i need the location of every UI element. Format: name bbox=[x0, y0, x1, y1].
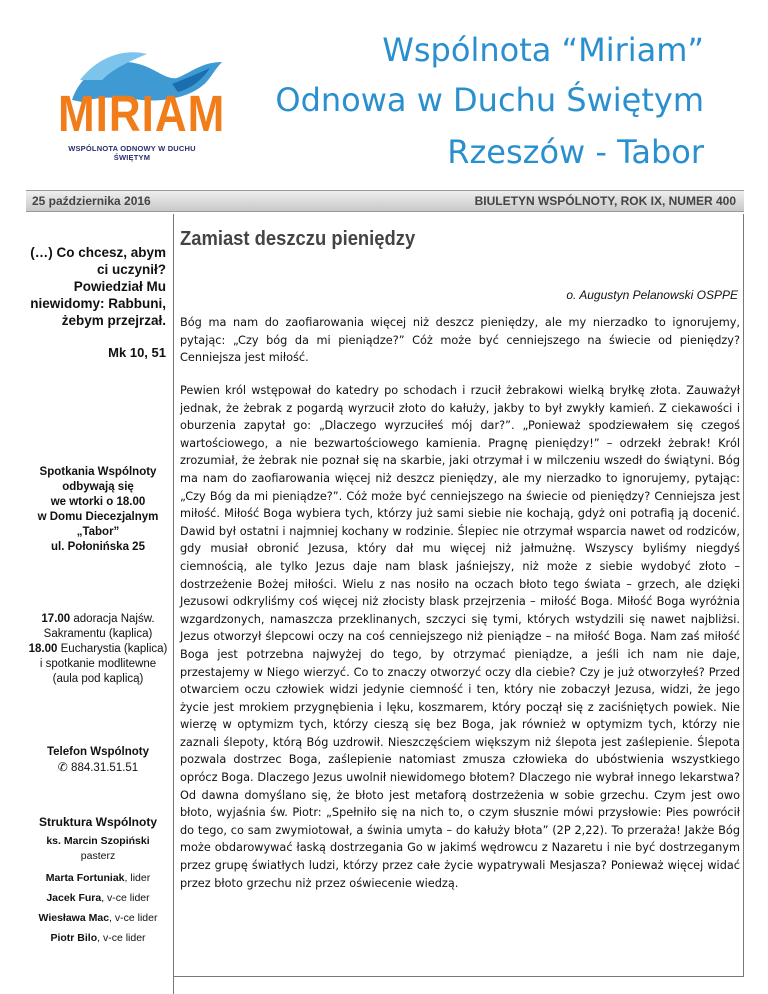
member-name: Marta Fortuniak bbox=[45, 872, 125, 884]
phone-icon: ✆ bbox=[57, 760, 68, 774]
phone-heading: Telefon Wspólnoty bbox=[46, 746, 149, 758]
schedule-text: adoracja Najśw. Sakramentu (kaplica) bbox=[43, 613, 155, 640]
info-bar bbox=[26, 190, 744, 212]
meetings-line: ul. Połonińska 25 bbox=[51, 541, 145, 553]
title-line-2: Odnowa w Duchu Świętym bbox=[275, 81, 704, 119]
article-author: o. Augustyn Pelanowski OSPPE bbox=[566, 288, 738, 302]
meetings-info bbox=[26, 465, 170, 555]
sidebar-quote: (…) Co chcesz, abym ci uczynił? Powiedział Mu niewidomy: Rabbuni, żebym przejrzał. bbox=[30, 245, 166, 328]
title-line-3: Rzeszów - Tabor bbox=[447, 133, 704, 171]
member-name: ks. Marcin Szopiński bbox=[46, 835, 150, 847]
meetings-line: Spotkania Wspólnoty bbox=[39, 466, 157, 478]
member-role: , v-ce lider bbox=[101, 892, 150, 904]
issue-date: 25 października 2016 bbox=[32, 194, 151, 208]
column-divider bbox=[173, 214, 174, 994]
frame-right bbox=[743, 214, 744, 977]
miriam-logo bbox=[52, 40, 242, 180]
meetings-line: „Tabor” bbox=[76, 526, 120, 538]
schedule-time: 18.00 bbox=[28, 643, 58, 655]
member-role: , lider bbox=[124, 872, 151, 884]
phone-number: 884.31.51.51 bbox=[71, 762, 139, 774]
member-name: Jacek Fura bbox=[46, 892, 102, 904]
title-line-1: Wspólnota “Miriam” bbox=[382, 31, 704, 69]
member-role: , v-ce lider bbox=[109, 912, 158, 924]
phone-info bbox=[26, 745, 170, 776]
logo-subtitle: WSPÓLNOTA ODNOWY W DUCHU ŚWIĘTYM bbox=[68, 144, 196, 162]
article-paragraph: Pewien król wstępował do katedry po schodach i rzucił żebrakowi wielką bryłkę złota. Zauważył jednak, że żebrak z pogardą wyrzucił złoto do kałuży, jakby to był zwykły kamień. Z ciekawości i oburzenia zapytał go: „Dlaczego wyrzuciłeś mój dar?”. „Ponieważ spodziewałem się czegoś wartościowego, a nie bezwartościowego kamienia. Pragnę pieniędzy!” – odrzekł żebrak! Król zrozumiał, że żebrak nie poznał się na skarbie, jaki otrzymał i w milczeniu wszedł do świątyni. Bóg ma nam do zaofiarowania więcej niż deszcz pieniędzy, ale my nierzadko to ignorujemy, pytając: „Czy Bóg da mi pieniądze?”. Cóż może być cenniejszego na świecie od pieniędzy? Cenniejsza jest miłość. Miłość Boga wybiera tych, którzy już sami siebie nie kochają, gdyż oni potrafią ją docenić. Dawid był ostatni i najmniej kochany w rodzinie. Ślepiec nie otrzymał wsparcia nawet od rodziców, gdy musiał obronić Jezusa, który dał mu więcej niż jałmużnę. Wszyscy byliśmy niegdyś ciemnością, ale tylko Jezus daje nam blask jaśniejszy, niż może z siebie wydobyć złoto – dostrzeżenie Bożej miłości. Wielu z nas nosiło na oczach błoto tego świata – grzech, ale dzięki Jezusowi odkryliśmy coś więcej niż złocisty blask przejrzenia – miłość Boga. Miłość Boga wyróżnia wzgardzonych, namaszcza przeklinanych, szczyci się tymi, których wstydzili się nawet najbliżsi. Jezus otworzył ślepcowi oczy na coś cenniejszego niż pieniądze – na miłość Boga. Nam zaś miłość Boga jest potrzebna najwyżej do tego, by otrzymać pieniądze, a jeśli ich nam nie daje, przestajemy w Niego wierzyć. Co to znaczy otworzyć oczy dla ciebie? Czy je już otworzyłeś? Przed otwarciem oczu człowiek widzi jedynie ciemność i ten, który nie zobaczył Jezusa, widzi, że jego życie jest mrokiem przygnębienia i lęku, koszmarem, który począł się z zaciśniętych powiek. Nie wierzę w optymizm tych, którzy cieszą się bez Boga, jak również w optymizm tych, którzy nie zaznali ślepoty, którą Bóg uzdrowił. Nieszczęściem większym niż ślepota jest zaślepienie. Ślepota pozwala dostrzec Boga, zaślepienie natomiast zmusza człowieka do ubóstwienia wszystkiego oprócz Boga. Dlaczego Jezus uwolnił niewidomego błotem? Dlaczego nie wybrał innego lekarstwa? Od dawna domyślano się, że błoto jest metaforą dostrzeżenia w sobie grzechu. Czym jest owo błoto, wyjaśnia św. Piotr: „Spełniło się na nich to, o czym słusznie mówi przysłowie: Pies powrócił do tego, co sam zwymiotował, a świnia umyta – do kałuży błota” (2P 2,22). To przeraża! Jakże Bóg może obdarowywać łaską dostrzegania Go w jakimś wędrowcu z Nazaretu i nie być dostrzeganym przez grupę światłych ludzi, którzy przez całe życie wypatrywali Mesjasza? Ponieważ więcej widać przez błoto grzechu niż przez oświecenie wiedzą. bbox=[180, 384, 740, 890]
schedule-info bbox=[26, 612, 170, 687]
meetings-line: w Domu Diecezjalnym bbox=[37, 511, 159, 523]
quote-reference: Mk 10, 51 bbox=[108, 345, 166, 360]
frame-bottom bbox=[173, 976, 744, 977]
member-name: Wiesława Mac bbox=[38, 912, 110, 924]
member-role: pasterz bbox=[80, 850, 116, 862]
structure-heading: Struktura Wspólnoty bbox=[38, 815, 157, 829]
structure-info bbox=[26, 815, 170, 948]
meetings-line: odbywają się bbox=[62, 481, 134, 493]
schedule-text: Eucharystia (kaplica) i spotkanie modlitewne (aula pod kaplicą) bbox=[39, 643, 168, 685]
logo-word: MIRIAM bbox=[58, 86, 226, 143]
member-name: Piotr Bilo bbox=[50, 932, 98, 944]
bulletin-info: BIULETYN WSPÓLNOTY, ROK IX, NUMER 400 bbox=[474, 194, 736, 208]
member-role: , v-ce lider bbox=[97, 932, 146, 944]
schedule-time: 17.00 bbox=[41, 613, 71, 625]
article-paragraph: Bóg ma nam do zaofiarowania więcej niż deszcz pieniędzy, ale my nierzadko to ignorujemy, pytając: „Czy bóg da mi pieniądze?” Cóż może być cenniejszego na świecie od pieniędzy? Cenniejsza jest miłość. bbox=[180, 316, 740, 365]
meetings-line: we wtorki o 18.00 bbox=[50, 496, 146, 508]
article-title: Zamiast deszczu pieniędzy bbox=[180, 228, 416, 250]
